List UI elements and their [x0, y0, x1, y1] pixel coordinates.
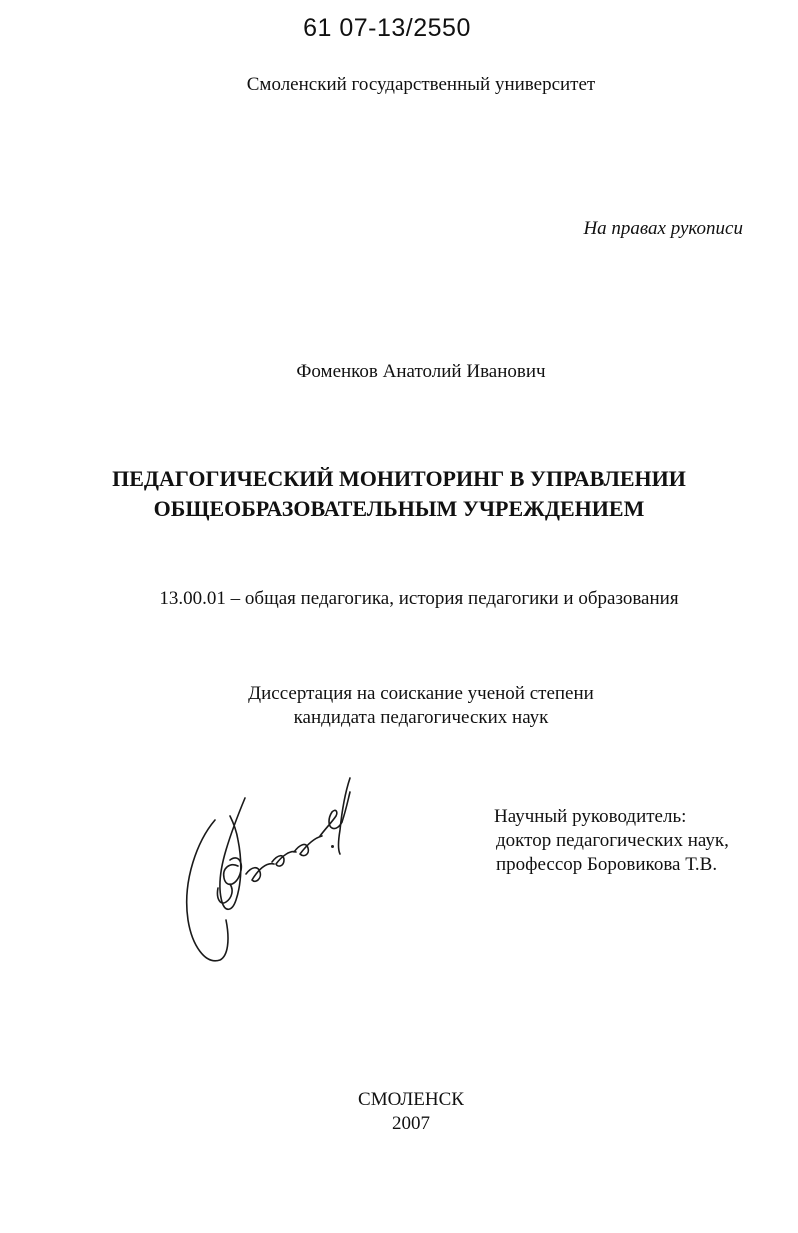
city-year-footer — [0, 1088, 798, 1136]
advisor-label: Научный руководитель: — [494, 806, 687, 827]
rights-note: На правах рукописи — [583, 218, 743, 239]
title-line-2: ОБЩЕОБРАЗОВАТЕЛЬНЫМ УЧРЕЖДЕНИЕМ — [153, 496, 645, 521]
year: 2007 — [392, 1113, 430, 1134]
title-line-1: ПЕДАГОГИЧЕСКИЙ МОНИТОРИНГ В УПРАВЛЕНИИ — [112, 466, 686, 491]
dissertation-title — [0, 464, 798, 524]
degree-line-1: Диссертация на соискание ученой степени — [248, 683, 594, 704]
advisor-name: профессор Боровикова Т.В. — [496, 854, 718, 875]
archive-number: 61 07-13/2550 — [303, 14, 471, 42]
scientific-advisor — [490, 805, 729, 877]
author-name: Фоменков Анатолий Иванович — [296, 361, 546, 382]
specialty-code: 13.00.01 – общая педагогика, история педагогики и образования — [159, 588, 679, 609]
author-signature — [160, 770, 370, 980]
advisor-degree: доктор педагогических наук, — [496, 830, 729, 851]
city-name: СМОЛЕНСК — [358, 1089, 464, 1110]
degree-statement — [0, 682, 798, 730]
degree-line-2: кандидата педагогических наук — [293, 707, 549, 728]
university-name: Смоленский государственный университет — [246, 74, 596, 95]
ink-dot — [331, 845, 334, 848]
